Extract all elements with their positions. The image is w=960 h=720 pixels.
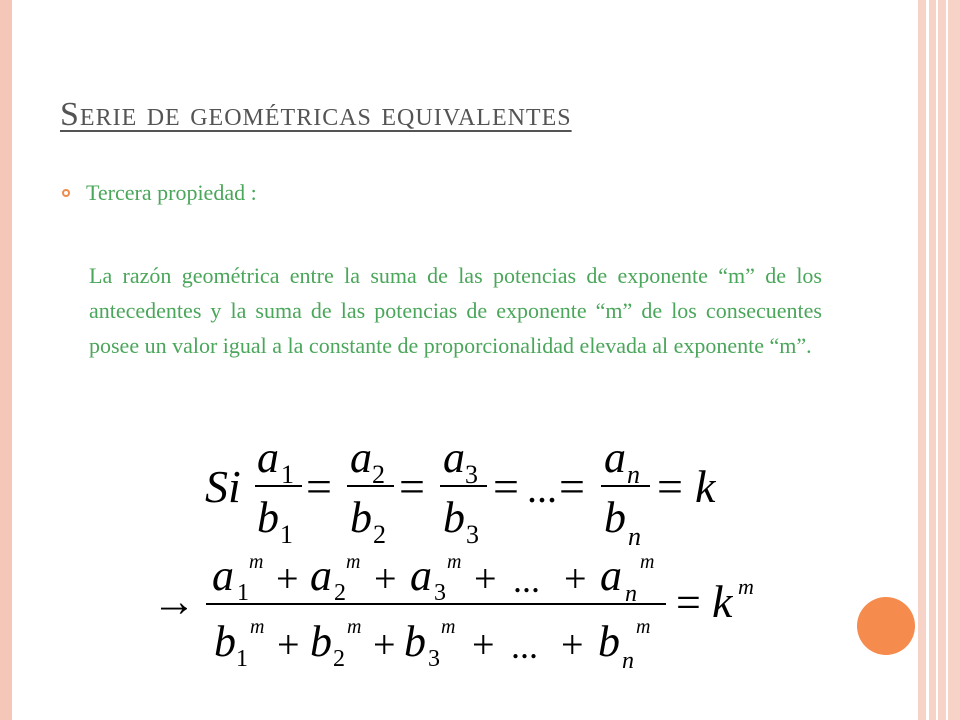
num-a1: a	[212, 551, 234, 600]
si-label: Si	[205, 461, 241, 512]
fn-den-sub: n	[628, 522, 641, 551]
den-b1-sup: m	[250, 616, 265, 638]
num-an: a	[600, 551, 622, 600]
den-plus-3: +	[472, 622, 495, 667]
den-b1: b	[214, 617, 236, 666]
ellipsis-1: ...	[527, 466, 557, 511]
property-paragraph: La razón geométrica entre la suma de las potencias de exponente “m” de los antecedentes y la suma de las potencias de exponente “m” de los consecuentes posee un valor igual a la constante de proporcionalidad elevada al exponente “m”.	[89, 263, 822, 358]
num-a2-sub: 2	[334, 580, 346, 606]
fn-num-sub: n	[627, 460, 640, 489]
f2-den-sub: 2	[373, 520, 386, 549]
eq-5: =	[657, 461, 683, 512]
slide-title: Serie de geométricas equivalentes	[60, 96, 572, 133]
den-bn: b	[598, 617, 620, 666]
num-plus-3: +	[474, 556, 497, 601]
orange-circle-decoration	[857, 597, 915, 655]
eq-final: =	[676, 578, 701, 627]
k-final-sup: m	[738, 574, 754, 599]
f1-den: b	[257, 493, 279, 542]
f1-num-sub: 1	[281, 460, 294, 489]
den-plus-4: +	[561, 622, 584, 667]
den-b3-sub: 3	[428, 646, 440, 672]
f3-den-sub: 3	[466, 520, 479, 549]
den-plus-1: +	[277, 622, 300, 667]
num-a1-sub: 1	[237, 580, 249, 606]
num-a2: a	[310, 551, 332, 600]
den-b3-sup: m	[441, 616, 456, 638]
k-symbol: k	[695, 461, 716, 512]
f1-num: a	[257, 433, 279, 482]
f3-num: a	[443, 433, 465, 482]
den-b3: b	[404, 617, 426, 666]
num-a3: a	[410, 551, 432, 600]
eq-4: =	[559, 461, 585, 512]
k-final: k	[712, 576, 733, 627]
num-plus-1: +	[276, 556, 299, 601]
num-an-sup: m	[640, 551, 655, 573]
den-plus-2: +	[373, 622, 396, 667]
f1-den-sub: 1	[280, 520, 293, 549]
f2-num: a	[350, 433, 372, 482]
num-ellipsis: ...	[513, 560, 540, 600]
f3-den: b	[443, 493, 465, 542]
num-plus-2: +	[374, 556, 397, 601]
fn-den: b	[604, 493, 626, 542]
den-bn-sub: n	[622, 648, 634, 674]
num-a3-sup: m	[447, 551, 462, 573]
num-a1-sup: m	[249, 551, 264, 573]
den-b2-sup: m	[347, 616, 362, 638]
den-ellipsis: ...	[511, 626, 538, 666]
eq-1: =	[306, 461, 332, 512]
num-a2-sup: m	[346, 551, 361, 573]
num-plus-4: +	[564, 556, 587, 601]
bullet-text: Tercera propiedad :	[86, 180, 257, 205]
den-b2: b	[310, 617, 332, 666]
fn-num: a	[604, 433, 626, 482]
eq-2: =	[399, 461, 425, 512]
eq-3: =	[493, 461, 519, 512]
f2-num-sub: 2	[372, 460, 385, 489]
den-bn-sup: m	[636, 616, 651, 638]
f3-num-sub: 3	[465, 460, 478, 489]
f2-den: b	[350, 493, 372, 542]
num-an-sub: n	[625, 581, 637, 607]
num-a3-sub: 3	[434, 580, 446, 606]
den-b2-sub: 2	[333, 646, 345, 672]
den-b1-sub: 1	[236, 646, 248, 672]
implies-arrow: →	[152, 577, 196, 626]
